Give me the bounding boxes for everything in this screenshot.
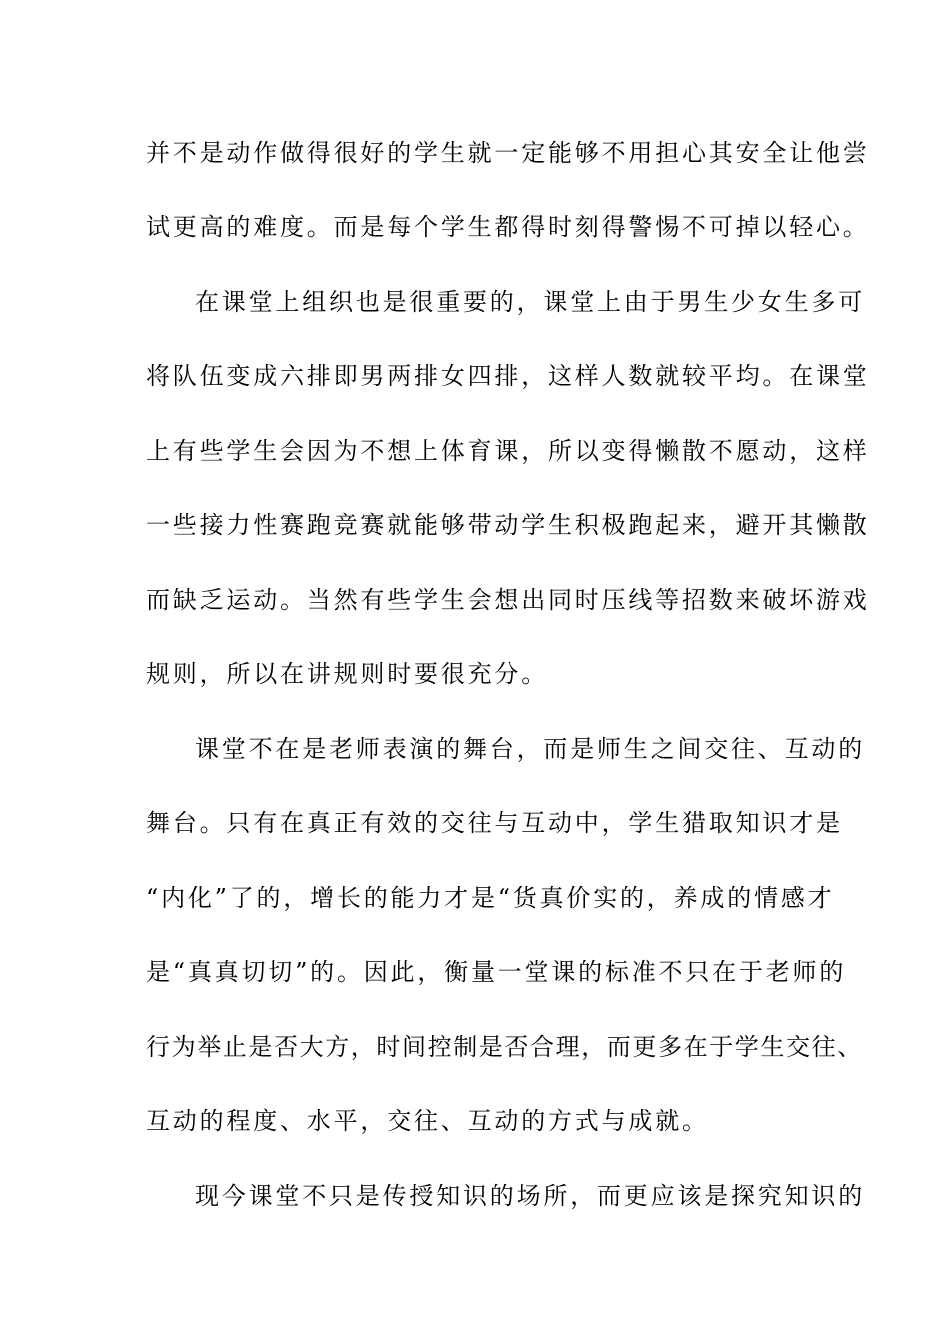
text-line: 上有些学生会因为不想上体育课，所以变得懒散不愿动，这样 bbox=[146, 437, 870, 465]
text-line: 规则，所以在讲规则时要很充分。 bbox=[146, 660, 548, 688]
paragraph-start-line: 课堂不在是老师表演的舞台，而是师生之间交往、互动的 bbox=[195, 735, 865, 763]
text-line: 并不是动作做得很好的学生就一定能够不用担心其安全让他尝 bbox=[146, 139, 870, 167]
paragraph-start-line: 现今课堂不只是传授知识的场所，而更应该是探究知识的 bbox=[195, 1182, 865, 1210]
text-line: 互动的程度、水平，交往、互动的方式与成就。 bbox=[146, 1107, 709, 1135]
text-line: 行为举止是否大方，时间控制是否合理，而更多在于学生交往、 bbox=[146, 1033, 863, 1061]
text-line: 试更高的难度。而是每个学生都得时刻得警惕不可掉以轻心。 bbox=[146, 213, 870, 241]
paragraph-start-line: 在课堂上组织也是很重要的，课堂上由于男生少女生多可 bbox=[195, 288, 865, 316]
text-line: 一些接力性赛跑竞赛就能够带动学生积极跑起来，避开其懒散 bbox=[146, 511, 870, 539]
text-line: 而缺乏运动。当然有些学生会想出同时压线等招数来破坏游戏 bbox=[146, 586, 870, 614]
text-line: “内化”了的，增长的能力才是“货真价实的，养成的情感才 bbox=[146, 884, 835, 912]
text-line: 是“真真切切”的。因此，衡量一堂课的标准不只在于老师的 bbox=[146, 958, 847, 986]
text-line: 将队伍变成六排即男两排女四排，这样人数就较平均。在课堂 bbox=[146, 362, 870, 390]
text-line: 舞台。只有在真正有效的交往与互动中，学生猎取知识才是 bbox=[146, 809, 843, 837]
